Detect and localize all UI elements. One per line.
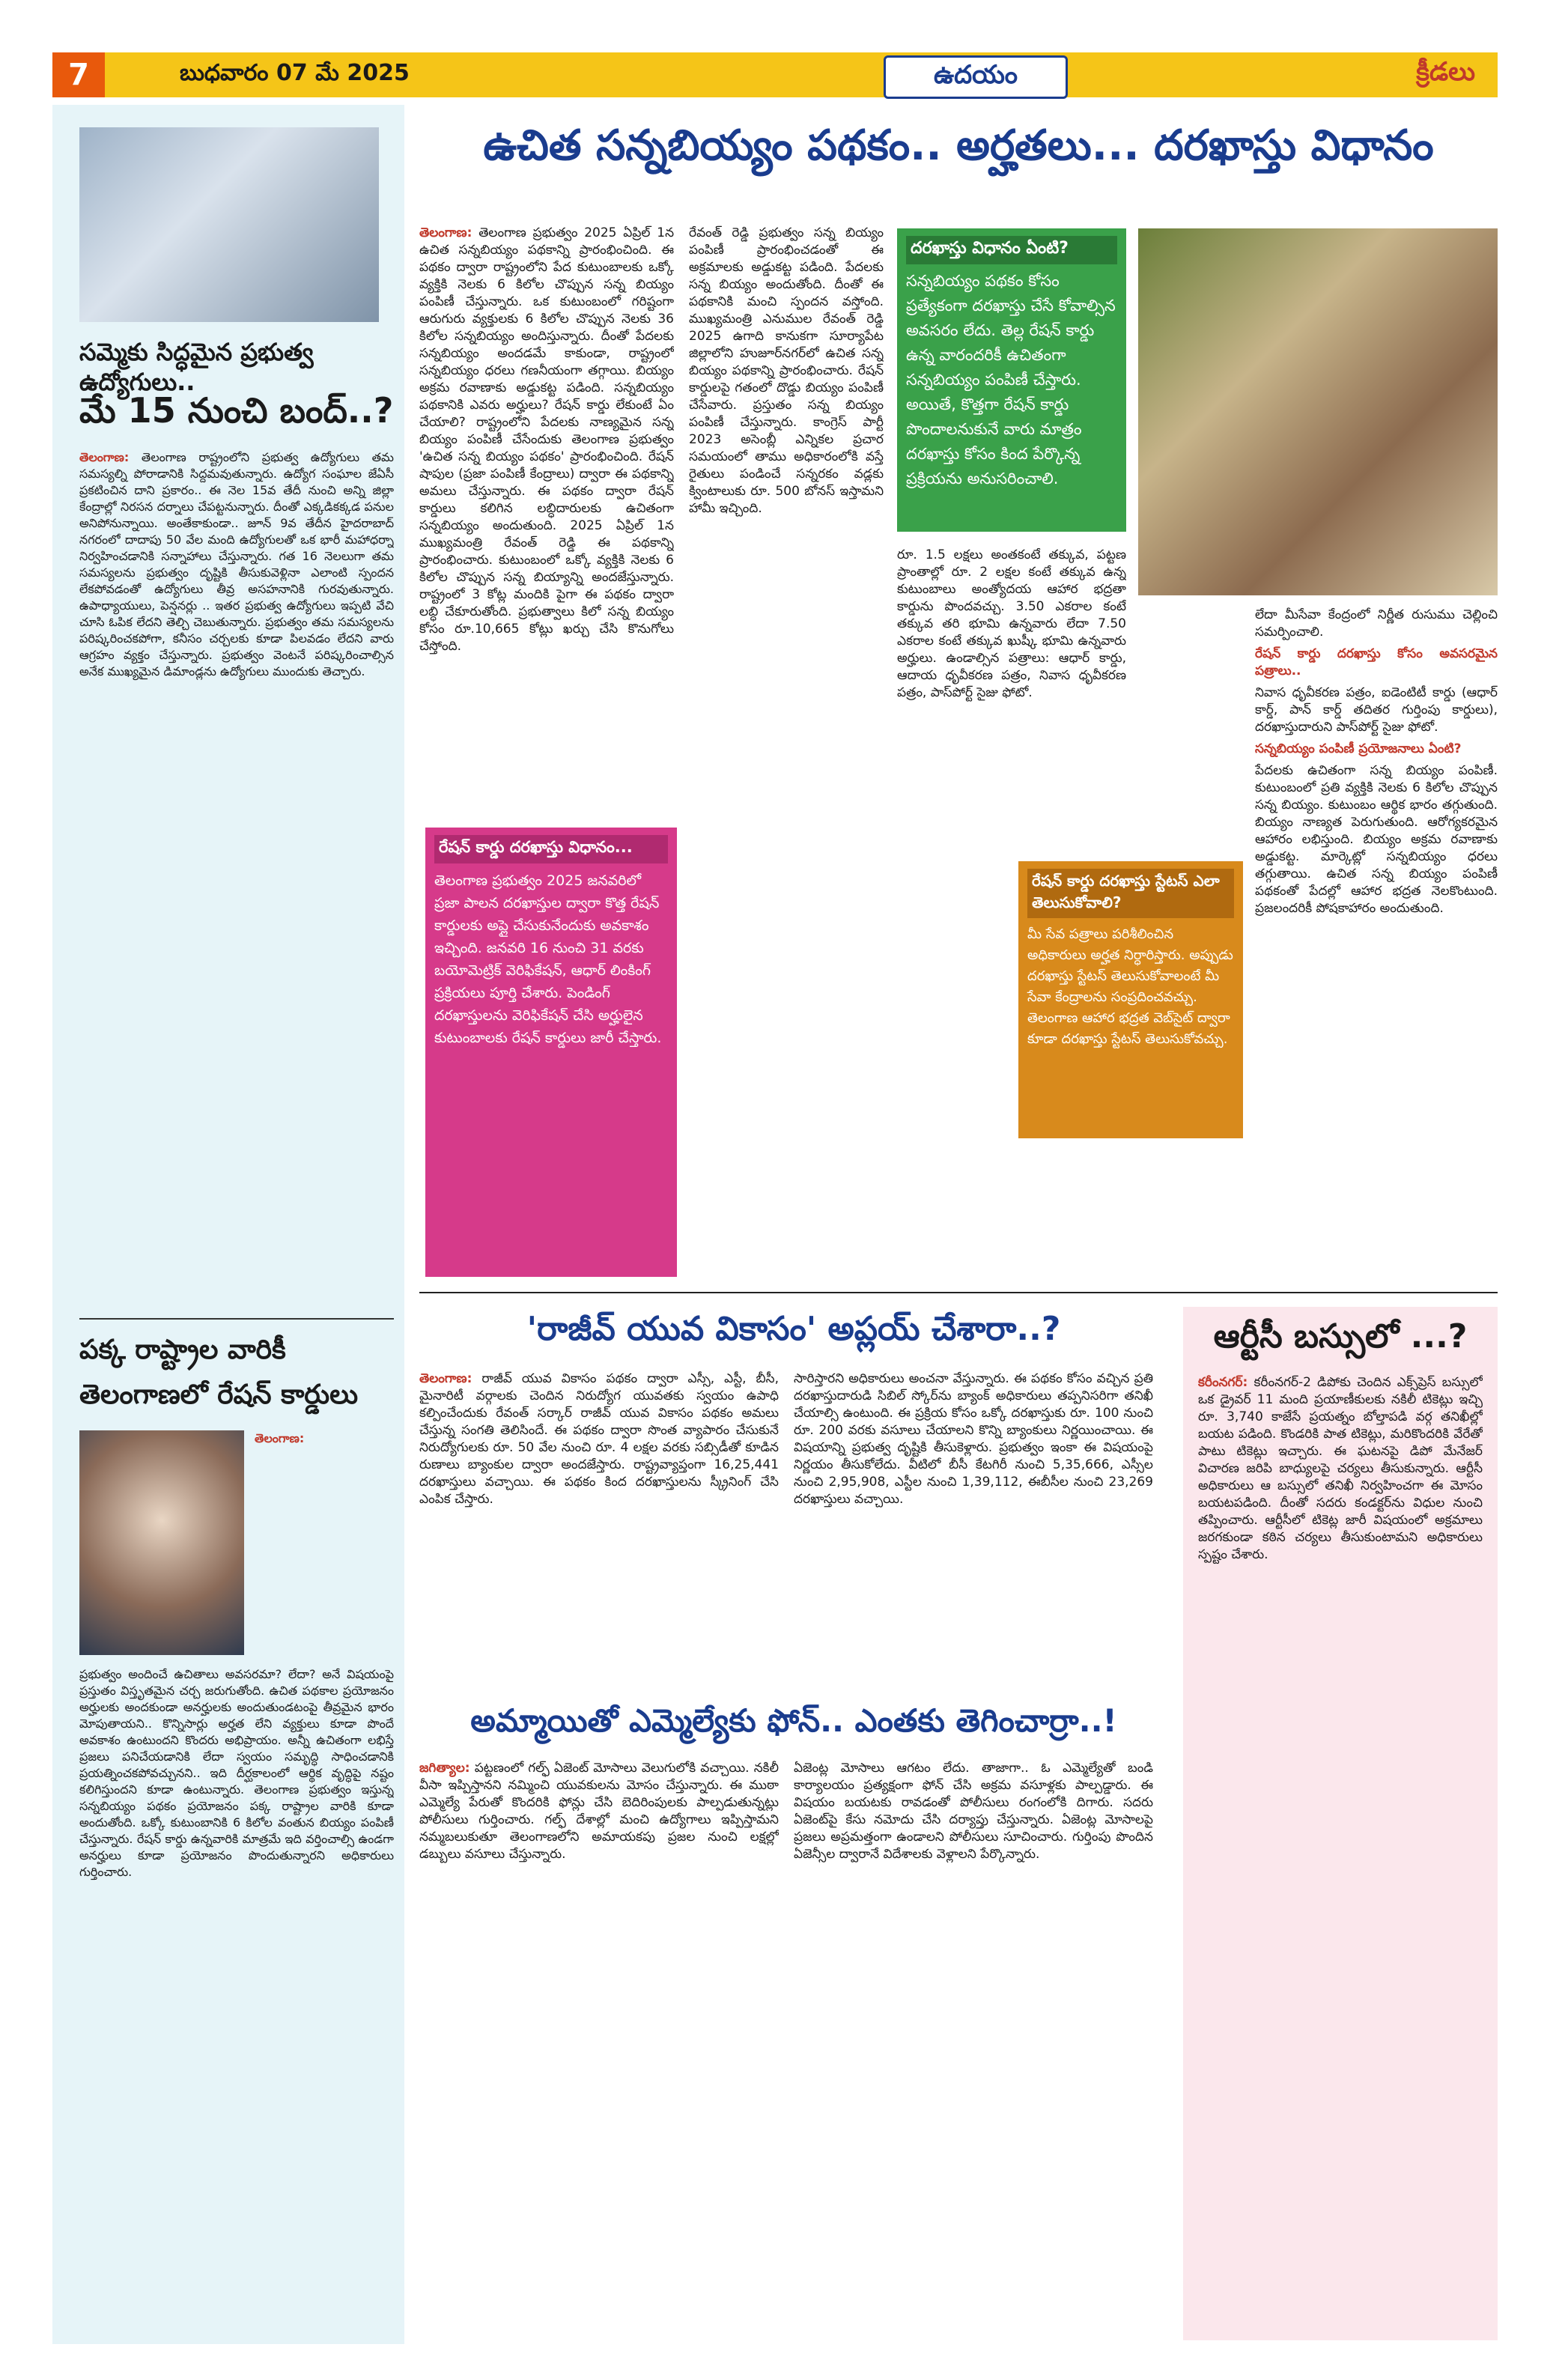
orange-box-text: మీ సేవ పత్రాలు పరిశీలించిన అధికారులు అర్హత నిర్ధారిస్తారు. అప్పుడు దరఖాస్తు స్టేటస్ తెలుసుకోవాలంటే మీ సేవా కేంద్రాలను సంప్రదించవచ్చు. తెలంగాణ ఆహార భద్రత వెబ్‌సైట్ ద్వారా కూడా దరఖాస్తు స్టేటస్ తెలుసుకోవచ్చు.: [1027, 926, 1233, 1047]
bottom-col1-text: పట్టణంలో గల్ఫ్ ఏజెంట్ మోసాలు వెలుగులోకి వచ్చాయి. నకిలీ వీసా ఇప్పిస్తానని నమ్మించి యువకులను మోసం చేస్తున్నారు. ఈ ముఠా ఎమ్మెల్యే పేరుతో కొందరికి ఫోన్లు చేసి బెదిరింపులకు పాల్పడుతున్నట్లు పోలీసులు గుర్తించారు. గల్ఫ్ దేశాల్లో మంచి ఉద్యోగాలు ఇప్పిస్తామని నమ్మబలుకుతూ తెలంగాణలోని అమాయకపు ప్రజల నుంచి లక్షల్లో డబ్బులు వసూలు చేస్తున్నారు.: [419, 1761, 779, 1862]
orange-box-heading: రేషన్ కార్డు దరఖాస్తు స్టేటస్ ఎలా తెలుసుకోవాలి?: [1027, 869, 1234, 918]
main-dateline: తెలంగాణ:: [419, 225, 472, 240]
newspaper-logo: ఉదయం: [884, 55, 1068, 99]
main-col4-text: లేదా మీసేవా కేంద్రంలో నిర్ణీత రుసుము చెల్లించి సమర్పించాలి.: [1255, 607, 1498, 640]
green-box-text: సన్నబియ్యం పథకం కోసం ప్రత్యేకంగా దరఖాస్తు చేసే కోవాల్సిన అవసరం లేదు. తెల్ల రేషన్ కార్డు ఉన్న వారందరికీ ఉచితంగా సన్నబియ్యం పంపిణీ చేస్తారు. అయితే, కొత్తగా రేషన్ కార్డు పొందాలనుకునే వారు మాత్రం దరఖాస్తు కోసం కింద పేర్కొన్న ప్రక్రియను అనుసరించాలి.: [906, 272, 1116, 488]
magenta-box-text: తెలంగాణ ప్రభుత్వం 2025 జనవరిలో ప్రజా పాలన దరఖాస్తుల ద్వారా కొత్త రేషన్ కార్డులకు అప్లై చేసుకునేందుకు అవకాశం ఇచ్చింది. జనవరి 16 నుంచి 31 వరకు బయోమెట్రిక్ వెరిఫికేషన్, ఆధార్ లింకింగ్ ప్రక్రియలు పూర్తి చేశారు. పెండింగ్ దరఖాస్తులను వెరిఫికేషన్ చేసి అర్హులైన కుటుంబాలకు రేషన్ కార్డులు జారీ చేస్తారు.: [434, 872, 662, 1046]
section-divider: [419, 1292, 1498, 1293]
main-col1-text: తెలంగాణ ప్రభుత్వం 2025 ఏప్రిల్ 1న ఉచిత సన్నబియ్యం పథకాన్ని ప్రారంభించింది. ఈ పథకం ద్వారా రాష్ట్రంలోని పేద కుటుంబాలకు ఒక్కో వ్యక్తికి నెలకు 6 కిలోల చొప్పున సన్న బియ్యం పంపిణీ చేస్తున్నారు. ఒక కుటుంబంలో గరిష్టంగా ఆరుగురు వ్యక్తులకు 6 కిలోల చొప్పున నెలకు 36 కిలోల సన్నబియ్యం అందిస్తున్నారు. దీంతో పేదలకు సన్నబియ్యం అందడమే కాకుండా, రాష్ట్రంలో సన్నబియ్యం ధరలు గణనీయంగా తగ్గాయి. బియ్యం అక్రమ రవాణాకు అడ్డుకట్ట పడింది. సన్నబియ్యం పథకానికి ఎవరు అర్హులు? రేషన్ కార్డు లేకుంటే ఏం చేయాలి? రాష్ట్రంలోని పేదలకు నాణ్యమైన సన్న బియ్యం పంపిణీ చేసేందుకు తెలంగాణ ప్రభుత్వం 'ఉచిత సన్న బియ్యం పథకం' ప్రారంభించింది. రేషన్ షాపుల (ప్రజా పంపిణీ కేంద్రాలు) ద్వారా ఈ పథకాన్ని అమలు చేస్తున్నారు. ఈ పథకం ద్వారా రేషన్ కార్డులు కలిగిన లబ్ధిదారులకు ఉచితంగా సన్నబియ్యం అందుతుంది. 2025 ఏప్రిల్ 1న ముఖ్యమంత్రి రేవంత్ రెడ్డి ఈ పథకాన్ని ప్రారంభించారు. కుటుంబంలో ఒక్కో వ్యక్తికి నెలకు 6 కిలోల చొప్పున సన్న బియ్యాన్ని అందజేస్తున్నారు. రాష్ట్రంలో 3 కోట్ల మందికి పైగా ఈ పథకం ద్వారా లబ్ధి చేకూరుతోంది. ప్రభుత్వాలు కిలో సన్న బియ్యం కోసం రూ.10,665 కోట్లు ఖర్చు చేసి కొనుగోలు చేస్తోంది.: [419, 225, 674, 654]
green-box-heading: దరఖాస్తు విధానం ఏంటి?: [906, 236, 1117, 264]
rice-distribution-photo: [1138, 228, 1498, 595]
application-process-box: [897, 228, 1126, 532]
main-col3-text: రూ. 1.5 లక్షలు అంతకంటే తక్కువ, పట్టణ ప్రాంతాల్లో రూ. 2 లక్షల కంటే తక్కువ ఉన్న కుటుంబాలు అంత్యోదయ ఆహార భద్రతా కార్డును పొందవచ్చు. 3.50 ఎకరాల కంటే తక్కువ తరి భూమి ఉన్నవారు లేదా 7.50 ఎకరాల కంటే తక్కువ ఖుష్కీ భూమి ఉన్నవారు అర్హులు. ఉండాల్సిన పత్రాలు: ఆధార్ కార్డు, ఆదాయ ధృవీకరణ పత్రం, నివాస ధృవీకరణ పత్రం, పాస్‌పోర్ట్ సైజు ఫోటో.: [897, 547, 1126, 700]
rtc-bus-text: కరీంనగర్-2 డిపోకు చెందిన ఎక్స్‌ప్రెస్ బస్సులో ఒక డ్రైవర్ 11 మంది ప్రయాణీకులకు నకిలీ టికెట్లు ఇచ్చి రూ. 3,740 కాజేసే ప్రయత్నం బోల్తాపడి వర్గ తనిఖీల్లో బయట పడింది. కొండరికి పాత టికెట్లు, మరికొందరికి వేరేతో పాటు టికెట్లు ఇచ్చారు. ఈ ఘటనపై డిపో మేనేజర్ విచారణ జరిపి బాధ్యులపై చర్యలు తీసుకున్నారు. ఆర్టీసీ అధికారులు ఆ బస్సులో తనిఖీ నిర్వహించగా ఈ మోసం బయటపడింది. దీంతో సదరు కండక్టర్‌ను విధుల నుంచి తప్పించారు. ఆర్టీసీలో టికెట్ల జారీ విషయంలో అక్రమాలు జరగకుండా కఠిన చర్యలు తీసుకుంటామని అధికారులు స్పష్టం చేశారు.: [1198, 1375, 1483, 1562]
rajiv-column-1: [419, 1370, 779, 1685]
main-headline: ఉచిత సన్నబియ్యం పథకం.. అర్హతలు... దరఖాస్తు విధానం: [483, 121, 1434, 170]
left-article-2-side: [255, 1430, 394, 1655]
left-article-text: తెలంగాణ రాష్ట్రంలోని ప్రభుత్వ ఉద్యోగులు తమ సమస్యల్ని పోరాడానికి సిద్దమవుతున్నారు. ఉద్యోగ సంఘాల జేఏసీ ప్రకటించిన దాని ప్రకారం.. ఈ నెల 15వ తేదీ నుంచి అన్ని జిల్లా కేంద్రాల్లో నిరసన దర్నాలు చేపట్టనున్నారు. దీంతో ఎక్కడికక్కడ పనుల అనిపోనున్నాయి. అంతేకాకుండా.. జూన్ 9వ తేదీన హైదరాబాద్ నగరంలో దాదాపు 50 వేల మంది ఉద్యోగులతో ఒక భారీ మహాధర్నా నిర్వహించడానికి సన్నాహాలు చేస్తున్నారు. గత 16 నెలలుగా తమ సమస్యలను ప్రభుత్వం దృష్టికి తీసుకువెళ్లినా ఎలాంటి స్పందన లేకపోవడంతో ఉద్యోగులు తీవ్ర అసహనానికి గురవుతున్నారు. ఉపాధ్యాయులు, పెన్షనర్లు .. ఇతర ప్రభుత్వ ఉద్యోగులు ఇప్పటి వేచి చూసి ఓపిక లేదని తెల్చి చెబుతున్నారు. ప్రభుత్వం తమ సమస్యలను పరిష్కరించకపోగా, కనీసం చర్చలకు కూడా పిలవడం లేదని వారు ఆగ్రహం వ్యక్తం చేస్తున్నారు. ప్రభుత్వం వెంటనే పరిష్కరించాల్సిన అనేక ముఖ్యమైన డిమాండ్లను ఉద్యోగులు ముందుకు తెచ్చారు.: [79, 450, 394, 678]
left-headline-2: మే 15 నుంచి బంద్..?: [79, 390, 394, 431]
left-column: [52, 105, 404, 2344]
rajiv-col2-text: సారిస్తారని అధికారులు అంచనా వేస్తున్నారు. ఈ పథకం కోసం వచ్చిన ప్రతి దరఖాస్తుదారుడి సిబిల్ స్కోర్‌ను బ్యాంక్ అధికారులు తప్పనిసరిగా తనిఖీ చేయాల్సి ఉంటుంది. ఈ ప్రక్రియ కోసం ఒక్కో దరఖాస్తుకు రూ. 100 నుంచి రూ. 200 వరకు వసూలు చేయాలని కొన్ని బ్యాంకులు నిర్ణయించాయి. ఈ విషయాన్ని ప్రభుత్వ దృష్టికి తీసుకెళ్లారు. ప్రభుత్వం ఇంకా ఈ విషయంపై నిర్ణయం తీసుకోలేదు. వీటిలో బీసీ కేటగిరీ నుంచి 5,35,666, ఎస్సీల నుంచి 2,95,908, ఎస్టీల నుంచి 1,39,112, ఈబీసీల నుంచి 23,269 దరఖాస్తులు వచ్చాయి.: [794, 1371, 1153, 1507]
left-headline-4: తెలంగాణలో రేషన్ కార్డులు: [79, 1379, 359, 1410]
main-col4-body: పేదలకు ఉచితంగా సన్న బియ్యం పంపిణీ. కుటుంబంలో ప్రతి వ్యక్తికి నెలకు 6 కిలోల చొప్పున సన్న బియ్యం. కుటుంబం ఆర్థిక భారం తగ్గుతుంది. బియ్యం నాణ్యత పెరుగుతుంది. ఆరోగ్యకరమైన ఆహారం లభిస్తుంది. బియ్యం అక్రమ రవాణాకు అడ్డుకట్ట. మార్కెట్లో సన్నబియ్యం ధరలు తగ్గుతాయి. ఉచిత సన్న బియ్యం పంపిణీ పథకంతో పేదల్లో ఆహార భద్రత నెలకొంటుంది. ప్రజలందరికీ పోషకాహారం అందుతుంది.: [1255, 763, 1498, 916]
left-article-2-body: [79, 1666, 394, 2325]
left-headline-1: సమ్మెకు సిద్ధమైన ప్రభుత్వ ఉద్యోగులు..: [79, 338, 314, 396]
section-name: క్రీడలు: [1416, 57, 1475, 87]
divider: [79, 1318, 394, 1320]
rajiv-yuva-headline: 'రాజీవ్ యువ వికాసం' అప్లయ్ చేశారా..?: [526, 1310, 1061, 1348]
left-article-2-text: ప్రభుత్వం అందించే ఉచితాలు అవసరమా? లేదా? అనే విషయంపై ప్రస్తుతం విస్తృతమైన చర్చ జరుగుతోంది. ఉచిత పథకాల ప్రయోజనం అర్హులకు అందకుండా అనర్హులకు అందుతుండటంపై తీవ్రమైన భారం మోపుతాయని.. కొన్నిసార్లు అర్హత లేని వ్యక్తులు కూడా పొందే అవకాశం ఉంటుందని కొందరు అభిప్రాయం. అన్నీ ఉచితంగా లభిస్తే ప్రజలు పనిచేయడానికి లేదా స్వయం సమృద్ధి సాధించడానికి ప్రయత్నించకపోవచ్చునని.. ఇది దీర్ఘకాలంలో ఆర్థిక వృద్ధిపై నష్టం కలిగిస్తుందని కూడా ఉంటున్నారు. తెలంగాణ ప్రభుత్వం ఇస్తున్న సన్నబియ్యం పథకం ప్రయోజనం పక్క రాష్ట్రాల వారికి కూడా అందుతోంది. ఒక్కో కుటుంబానికి 6 కిలోల వంతున బియ్యం పంపిణీ చేస్తున్నారు. రేషన్ కార్డు ఉన్నవారికి మాత్రమే ఇది వర్తించాల్సి ఉండగా అనర్హులు కూడా ప్రయోజనం పొందుతున్నారని అధికారులు గుర్తించారు.: [79, 1667, 394, 1879]
main-column-2: [689, 225, 884, 839]
rajiv-col1-text: రాజీవ్ యువ వికాసం పథకం ద్వారా ఎస్సీ, ఎస్టీ, బీసీ, మైనారిటీ వర్గాలకు చెందిన నిరుద్యోగ యువతకు స్వయం ఉపాధి కల్పించేందుకు రేవంత్ సర్కార్ రాజీవ్ యువ వికాసం పథకం అమలు చేస్తున్న సంగతి తెలిసిందే. ఈ పథకం ద్వారా సొంత వ్యాపారం చేసుకునే నిరుద్యోగులకు రూ. 50 వేల నుంచి రూ. 4 లక్షల వరకు సబ్సిడీతో కూడిన రుణాలు బ్యాంకుల ద్వారా అందజేస్తారు. రాష్ట్రవ్యాప్తంగా 16,25,441 దరఖాస్తులు వచ్చాయి. ఈ పథకం కింద దరఖాస్తులను స్క్రీనింగ్ చేసి ఎంపిక చేస్తారు.: [419, 1371, 779, 1507]
main-col2-text: రేవంత్ రెడ్డి ప్రభుత్వం సన్న బియ్యం పంపిణీ ప్రారంభించడంతో ఈ అక్రమాలకు అడ్డుకట్ట పడింది. పేదలకు సన్న బియ్యం అందుతోంది. దీంతో ఈ పథకానికి మంచి స్పందన వస్తోంది. ముఖ్యమంత్రి ఎనుముల రేవంత్ రెడ్డి 2025 ఉగాది కానుకగా సూర్యాపేట జిల్లాలోని హుజూర్‌నగర్‌లో ఉచిత సన్న బియ్యం పథకాన్ని ప్రారంభించారు. రేషన్ కార్డులపై గతంలో దొడ్డు బియ్యం పంపిణీ చేసేవారు. ప్రస్తుతం సన్న బియ్యం పంపిణీ చేస్తున్నారు. కాంగ్రెస్ పార్టీ 2023 అసెంబ్లీ ఎన్నికల ప్రచార సమయంలో తాము అధికారంలోకి వస్తే రైతులు పండించే సన్నరకం వడ్లకు క్వింటాలుకు రూ. 500 బోనస్ ఇస్తామని హామీ ఇచ్చింది.: [689, 225, 884, 516]
rtc-dateline: కరీంనగర్:: [1198, 1375, 1248, 1390]
page-number: 7: [52, 52, 105, 97]
left-dateline: తెలంగాణ:: [79, 450, 130, 464]
main-col4-heading-2: సన్నబియ్యం పంపిణీ ప్రయోజనాలు ఏంటి?: [1255, 741, 1462, 756]
bottom-col2-text: ఏజెంట్ల మోసాలు ఆగటం లేదు. తాజాగా.. ఓ ఎమ్మెల్యేతో బండి కార్యాలయం ప్రత్యక్షంగా ఫోన్ చేసి అక్రమ వసూళ్లకు పాల్పడ్డారు. ఈ విషయం బయటకు రావడంతో పోలీసులు రంగంలోకి దిగారు. సదరు ఏజెంట్‌పై కేసు నమోదు చేసి దర్యాప్తు చేస్తున్నారు. ఏజెంట్ల మోసాలపై ప్రజలు అప్రమత్తంగా ఉండాలని పోలీసులు సూచించారు. గుర్తింపు పొందిన ఏజెన్సీల ద్వారానే విదేశాలకు వెళ్లాలని పేర్కొన్నారు.: [794, 1761, 1153, 1862]
rtc-bus-sidebar: [1183, 1307, 1498, 2340]
main-col4-list: నివాస ధృవీకరణ పత్రం, ఐడెంటిటీ కార్డు (ఆధార్ కార్డ్, పాన్ కార్డ్ తదితర గుర్తింపు కార్డులు), దరఖాస్తుదారుని పాస్‌పోర్ట్ సైజు ఫోటో.: [1255, 685, 1498, 735]
bottom-headline: అమ్మాయితో ఎమ్మెల్యేకు ఫోన్.. ఎంతకు తెగించార్రా..!: [470, 1702, 1117, 1739]
main-col4-heading: రేషన్ కార్డు దరఖాస్తు కోసం అవసరమైన పత్రాలు..: [1255, 646, 1498, 678]
rajiv-column-2: [794, 1370, 1153, 1685]
magenta-box-heading: రేషన్ కార్డు దరఖాస్తు విధానం...: [434, 835, 668, 863]
bottom-column-1: [419, 1760, 779, 2337]
left-article-body: [79, 449, 394, 1378]
rtc-bus-body: [1198, 1374, 1483, 2325]
main-column-3: [897, 547, 1126, 831]
main-column-3b: [897, 839, 1009, 1273]
main-column-2b: [689, 846, 884, 1273]
issue-date: బుధవారం 07 మే 2025: [180, 60, 410, 86]
rtc-bus-headline: ఆర్టీసీ బస్సులో ...?: [1213, 1317, 1468, 1355]
ration-card-application-box: [425, 828, 677, 1277]
bottom-dateline: జగిత్యాల:: [419, 1761, 470, 1776]
rajiv-dateline: తెలంగాణ:: [419, 1371, 472, 1386]
status-check-box: [1018, 861, 1243, 1138]
minister-portrait-photo: [79, 1430, 244, 1655]
left-headline-3: పక్క రాష్ట్రాల వారికీ: [79, 1335, 286, 1365]
office-staff-photo: [79, 127, 379, 322]
masthead: [52, 52, 1498, 97]
left-dateline-2: తెలంగాణ:: [255, 1431, 305, 1445]
bottom-column-2: [794, 1760, 1153, 2337]
main-column-4: [1255, 607, 1498, 1273]
